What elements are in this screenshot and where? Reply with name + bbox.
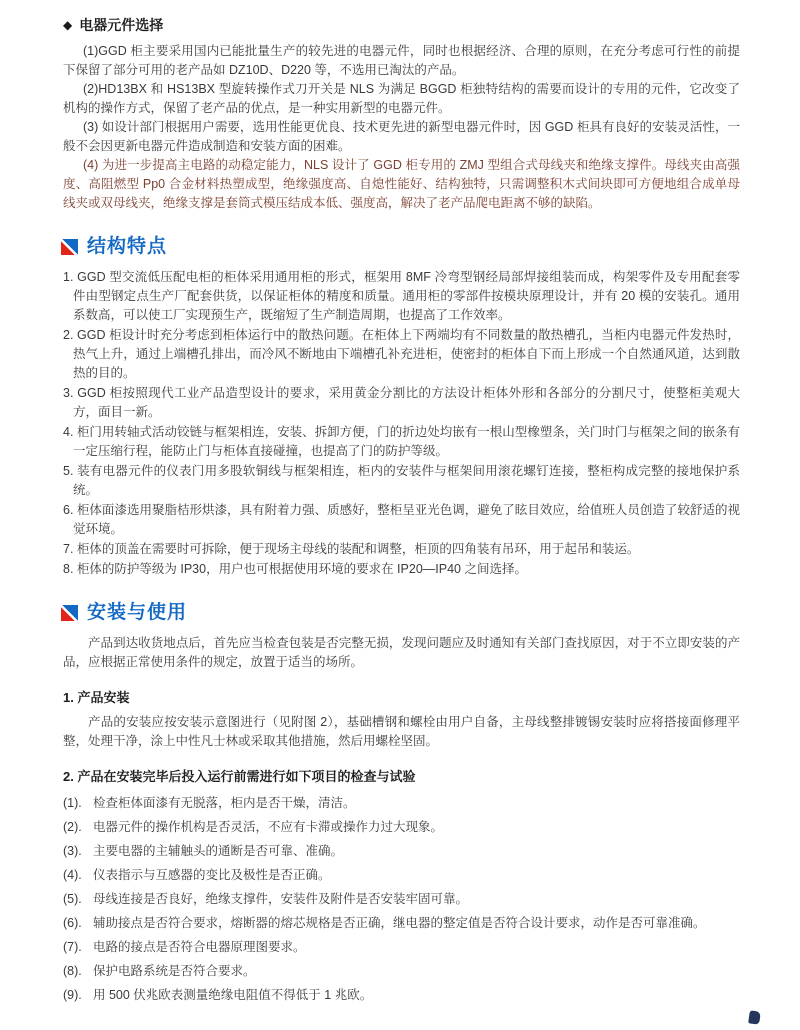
check-item-text: 母线连接是否良好，绝缘支撑件，安装件及附件是否安装牢固可靠。 xyxy=(93,892,469,906)
split-square-icon xyxy=(61,239,78,255)
split-square-icon xyxy=(61,605,78,621)
feature-item-3: 3. GGD 柜按照现代工业产品造型设计的要求，采用黄金分割比的方法设计柜体外形和各部分的分割尺寸，使整柜美观大方，面目一新。 xyxy=(63,386,740,419)
feature-item-8: 8. 柜体的防护等级为 IP30，用户也可根据使用环境的要求在 IP20—IP40 之间选择。 xyxy=(63,562,527,576)
check-item-9 xyxy=(63,986,740,1005)
check-item-text: 保护电路系统是否符合要求。 xyxy=(93,964,256,978)
check-item-text: 电路的接点是否符合电器原理图要求。 xyxy=(93,940,306,954)
feature-item-7: 7. 柜体的顶盖在需要时可拆除，便于现场主母线的装配和调整，柜顶的四角装有吊环，用于起吊和装运。 xyxy=(63,542,640,556)
check-item-number: (6). xyxy=(63,916,82,930)
component-paragraph-2: (2)HD13BX 和 HS13BX 型旋转操作式刀开关是 NLS 为满足 BGGD 柜独特结构的需要而设计的专用的元件，它改变了机构的操作方式，保留了老产品的优点，是一种实用新型的电器元件。 xyxy=(63,82,740,115)
check-item-number: (7). xyxy=(63,940,82,954)
check-item-6 xyxy=(63,914,740,933)
check-item-text: 仪表指示与互感器的变比及极性是否正确。 xyxy=(93,868,331,882)
check-item-number: (2). xyxy=(63,820,82,834)
installation-sub1-title: 1. 产品安装 xyxy=(63,690,130,705)
check-item-number: (4). xyxy=(63,868,82,882)
check-item-text: 用 500 伏兆欧表测量绝缘电阻值不得低于 1 兆欧。 xyxy=(93,988,373,1002)
installation-sub2-title: 2. 产品在安装完毕后投入运行前需进行如下项目的检查与试验 xyxy=(63,769,416,784)
feature-item-6: 6. 柜体面漆选用聚脂桔形烘漆，具有附着力强、质感好，整柜呈亚光色调，避免了眩目效应，给值班人员创造了较舒适的视觉环境。 xyxy=(63,503,740,536)
installation-intro-paragraph: 产品到达收货地点后，首先应当检查包装是否完整无损，发现问题应及时通知有关部门查找原因，对于不立即安装的产品，应根据正常使用条件的规定，放置于适当的场所。 xyxy=(63,636,740,669)
installation-sub1-paragraph: 产品的安装应按安装示意图进行（见附图 2），基础槽钢和螺栓由用户自备，主母线整排镀锡安装时应将搭接面修理平整，处理干净，涂上中性凡士林或采取其他措施，然后用螺栓坚固。 xyxy=(63,715,740,748)
check-item-text: 主要电器的主辅触头的通断是否可靠、准确。 xyxy=(93,844,344,858)
check-item-3 xyxy=(63,842,740,861)
check-item-2 xyxy=(63,818,740,837)
component-paragraph-1: (1)GGD 柜主要采用国内已能批量生产的较先进的电器元件，同时也根据经济、合理的原则，在充分考虑可行性的前提下保留了部分可用的老产品如 DZ10D、D220 等，不选用已淘汰的产品。 xyxy=(63,44,740,77)
check-item-number: (8). xyxy=(63,964,82,978)
feature-item-4: 4. 柜门用转轴式活动铰链与框架相连，安装、拆卸方便，门的折边处均嵌有一根山型橡塑条，关门时门与框架之间的嵌条有一定压缩行程，能防止门与柜体直接碰撞，也提高了门的防护等级。 xyxy=(63,425,740,458)
check-item-text: 检查柜体面漆有无脱落，柜内是否干燥，清洁。 xyxy=(93,796,356,810)
component-paragraph-4: (4) 为进一步提高主电路的动稳定能力，NLS 设计了 GGD 柜专用的 ZMJ 型组合式母线夹和绝缘支撑件。母线夹由高强度、高阻燃型 Pp0 合金材料热塑成型，绝缘强度高、自熄性能好、结构独特，只需调整积木式间块即可方便地组合成单母线夹或双母线夹，绝缘支撑是套筒式模压结成本低、强度高，解决了老产品爬电距离不够的缺陷。 xyxy=(63,158,740,210)
check-item-4 xyxy=(63,866,740,885)
check-item-1 xyxy=(63,794,740,813)
section-component-selection-title: 电器元件选择 xyxy=(79,17,164,33)
check-item-8 xyxy=(63,962,740,981)
component-paragraph-3: (3) 如设计部门根据用户需要，选用性能更优良、技术更先进的新型电器元件时，因 GGD 柜具有良好的安装灵活性，一般不会因更新电器元件造成制造和安装方面的困难。 xyxy=(63,120,740,153)
feature-item-2: 2. GGD 柜设计时充分考虑到柜体运行中的散热问题。在柜体上下两端均有不同数量的散热槽孔，当柜内电器元件发热时，热气上升，通过上端槽孔排出，而冷风不断地由下端槽孔补充进柜，使密封的柜体自下而上形成一个自然通风道，达到散热的目的。 xyxy=(63,328,740,380)
section-installation-title: 安装与使用 xyxy=(87,602,188,623)
check-item-text: 辅助接点是否符合要求，熔断器的熔芯规格是否正确，继电器的整定值是否符合设计要求，动作是否可靠准确。 xyxy=(93,916,706,930)
check-item-number: (9). xyxy=(63,988,82,1002)
feature-item-5: 5. 装有电器元件的仪表门用多股软铜线与框架相连，柜内的安装件与框架间用滚花螺钉连接，整柜构成完整的接地保护系统。 xyxy=(63,464,740,497)
structure-features-list xyxy=(63,268,740,579)
page-corner-mark xyxy=(748,1010,761,1024)
inspection-checklist xyxy=(63,794,740,1005)
check-item-number: (5). xyxy=(63,892,82,906)
feature-item-1: 1. GGD 型交流低压配电柜的柜体采用通用柜的形式，框架用 8MF 冷弯型钢经局部焊接组装而成，构架零件及专用配套零件由型钢定点生产厂配套供货，以保证柜体的精度和质量。通用柜的零部件按模块原理设计，并有 20 模的安装孔。通用系数高，可以使工厂实现预生产，既缩短了生产制造周期，也提高了工作效率。 xyxy=(63,270,740,322)
section-component-selection-heading xyxy=(63,16,740,35)
section-installation-heading xyxy=(61,603,740,622)
check-item-number: (1). xyxy=(63,796,82,810)
diamond-bullet-icon: ◆ xyxy=(63,18,73,32)
check-item-text: 电器元件的操作机构是否灵活，不应有卡滞或操作力过大现象。 xyxy=(93,820,444,834)
check-item-5 xyxy=(63,890,740,909)
section-structure-features-title: 结构特点 xyxy=(87,236,168,257)
check-item-7 xyxy=(63,938,740,957)
section-structure-features-heading xyxy=(61,237,740,256)
check-item-number: (3). xyxy=(63,844,82,858)
